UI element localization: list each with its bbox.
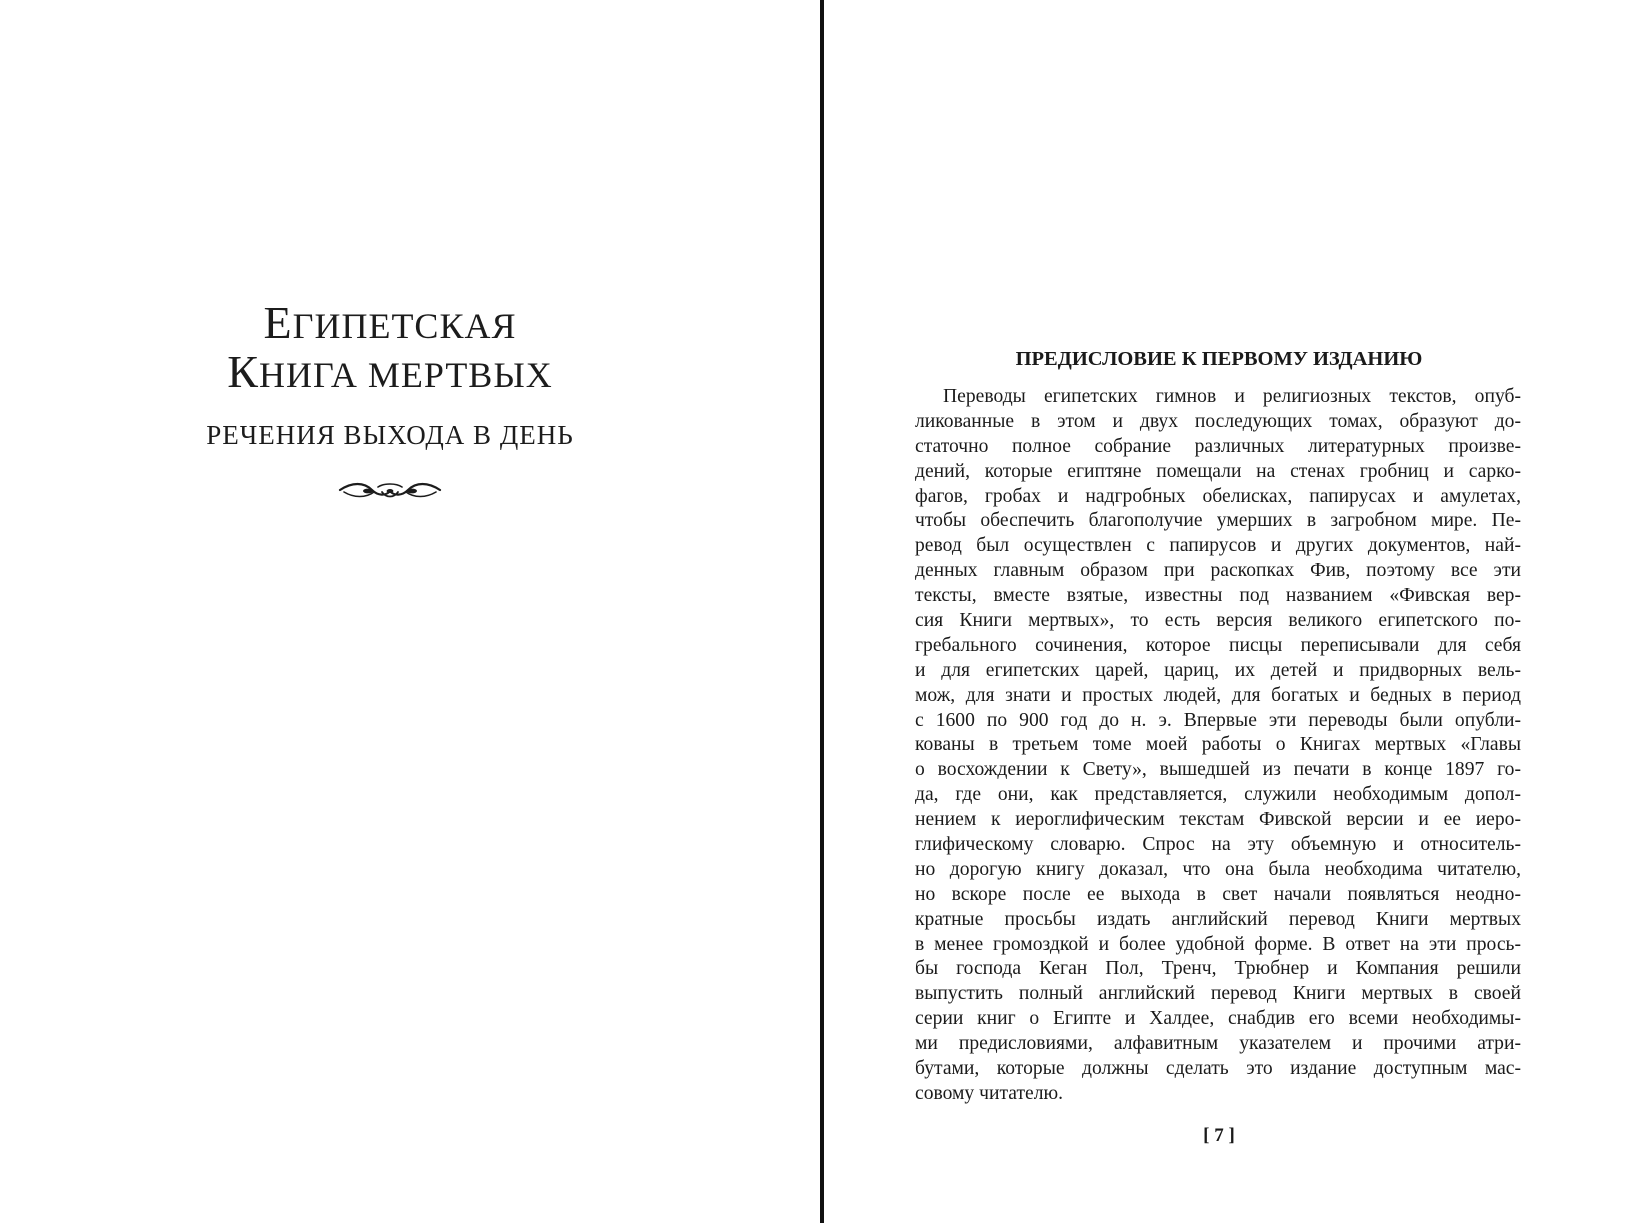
preface-line: но дорогую книгу доказал, что она была необходима читателю, — [915, 858, 1521, 880]
preface-line: да, где они, как представляется, служили необходимым допол- — [915, 784, 1521, 806]
preface-line: кратные просьбы издать английский перевод Книги мертвых — [915, 908, 1521, 930]
preface-line: Переводы египетских гимнов и религиозных текстов, опуб- — [943, 386, 1521, 407]
preface-line: и для египетских царей, цариц, их детей и придворных вель- — [915, 659, 1521, 681]
preface-line: выпустить полный английский перевод Книги мертвых в своей — [915, 983, 1521, 1005]
preface-page — [824, 0, 1639, 1223]
preface-line: гребального сочинения, которое писцы переписывали для себя — [915, 634, 1521, 656]
preface-line: дений, которые египтяне помещали на стенах гробниц и сарко- — [915, 460, 1521, 482]
title-line-1-initial: Е — [263, 297, 293, 348]
page-number: [ 7 ] — [1203, 1125, 1235, 1146]
preface-line: сия Книги мертвых», то есть версия великого египетского по- — [915, 610, 1521, 632]
book-subtitle: РЕЧЕНИЯ ВЫХОДА В ДЕНЬ — [206, 420, 574, 450]
preface-line: серии книг о Египте и Халдее, снабдив его всеми необходимы- — [915, 1008, 1521, 1030]
preface-line: ми предисловиями, алфавитным указателем и прочими атри- — [915, 1033, 1521, 1055]
preface-line: денных главным образом при раскопках Фив, поэтому все эти — [915, 560, 1521, 582]
preface-line: глифическому словарю. Спрос на эту объемную и относитель- — [915, 834, 1521, 856]
preface-line: мож, для знати и простых людей, для богатых и бедных в период — [915, 684, 1521, 706]
preface-line: фагов, гробах и надгробных обелисках, папирусах и амулетах, — [915, 485, 1521, 507]
preface-line: чтобы обеспечить благополучие умерших в загробном мире. Пе- — [915, 510, 1521, 532]
title-line-2-rest: НИГА МЕРТВЫХ — [258, 355, 553, 395]
book-title-line-2 — [150, 346, 630, 398]
preface-heading: ПРЕДИСЛОВИЕ К ПЕРВОМУ ИЗДАНИЮ — [1015, 348, 1423, 370]
preface-line: в менее громоздкой и более удобной форме. В ответ на эти прось- — [915, 933, 1521, 955]
preface-line: бы господа Кеган Пол, Тренч, Трюбнер и Компания решили — [915, 958, 1521, 980]
preface-line: нением к иероглифическим текстам Фивской версии и ее иеро- — [915, 809, 1521, 831]
preface-line: но вскоре после ее выхода в свет начали появляться неодно- — [915, 883, 1521, 905]
preface-line: ревод был осуществлен с папирусов и других документов, най- — [915, 535, 1521, 557]
preface-line: бутами, которые должны сделать это издание доступным мас- — [915, 1058, 1521, 1080]
decorative-flourish-icon — [338, 478, 442, 504]
preface-line: кованы в третьем томе моей работы о Книгах мертвых «Главы — [915, 734, 1521, 756]
preface-line: с 1600 по 900 год до н. э. Впервые эти переводы были опубли- — [915, 709, 1521, 731]
preface-body — [915, 385, 1521, 1107]
book-title-line-1 — [150, 297, 630, 349]
preface-line: ликованные в этом и двух последующих томах, образуют до- — [915, 410, 1521, 432]
preface-line: тексты, вместе взятые, известны под названием «Фивская вер- — [915, 585, 1521, 607]
preface-line: статочно полное собрание различных литературных произве- — [915, 435, 1521, 457]
title-block — [150, 297, 630, 504]
preface-line: совому читателю. — [915, 1082, 1064, 1104]
preface-line: о восхождении к Свету», вышедшей из печати в конце 1897 го- — [915, 759, 1521, 781]
title-line-2-initial: К — [227, 346, 259, 397]
title-line-1-rest: ГИПЕТСКАЯ — [292, 306, 517, 346]
